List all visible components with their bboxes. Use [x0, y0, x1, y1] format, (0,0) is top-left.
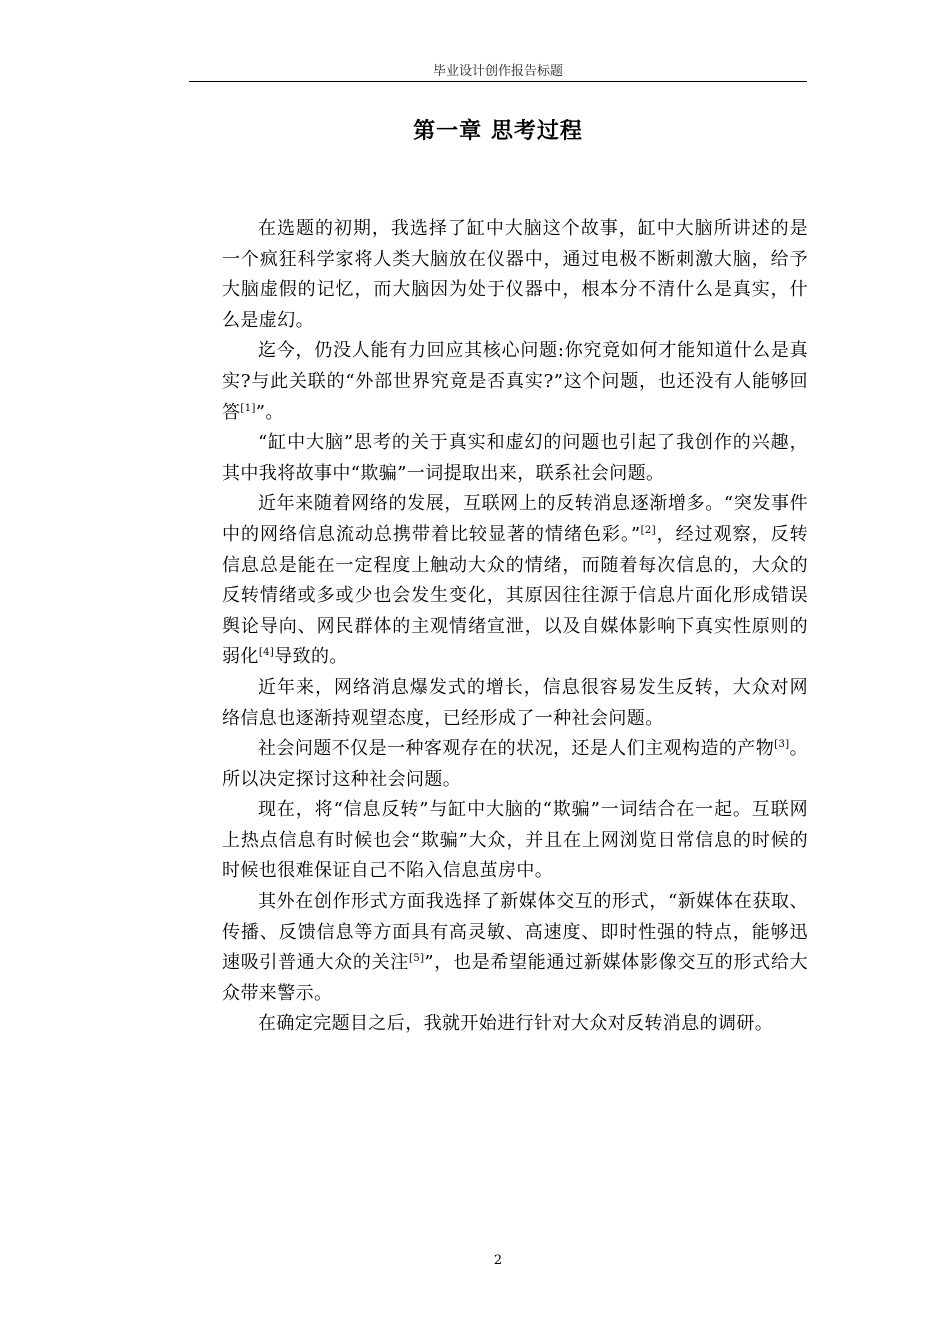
paragraph-text: “缸中大脑”思考的关于真实和虚幻的问题也引起了我创作的兴趣，其中我将故事中“欺骗”一词提取出来，联系社会问题。	[222, 432, 808, 484]
running-header: 毕业设计创作报告标题	[432, 64, 563, 79]
body-paragraph	[222, 734, 808, 795]
page-number: 2	[493, 1253, 503, 1268]
paragraph-text: ”，也是希望能通过新媒体影像交互的形式给大众带来警示。	[222, 952, 809, 1004]
body-paragraph	[222, 795, 808, 887]
paragraph-text: ，经过观察，反转信息总是能在一定程度上触动大众的情绪，而随着每次信息的，大众的反转情绪或多或少也会发生变化，其原因往往源于信息片面化形成错误舆论导向、网民群体的主观情绪宣泄，以及自媒体影响下真实性原则的弱化	[222, 523, 809, 668]
body-paragraph	[222, 673, 808, 734]
body-paragraph	[222, 887, 808, 1009]
body-text	[222, 214, 808, 1040]
paragraph-text: 在确定完题目之后，我就开始进行针对大众对反转消息的调研。	[258, 1013, 774, 1035]
paragraph-text: 。所以决定探讨这种社会问题。	[222, 738, 808, 790]
paragraph-text: 在选题的初期，我选择了缸中大脑这个故事，缸中大脑所讲述的是一个疯狂科学家将人类大脑放在仪器中，通过电极不断刺激大脑，给予大脑虚假的记忆，而大脑因为处于仪器中，根本分不清什么是真实，什么是虚幻。	[222, 218, 808, 331]
paragraph-text: ”。	[255, 401, 284, 423]
body-paragraph	[222, 214, 808, 336]
body-paragraph	[222, 336, 808, 428]
citation-ref: [1]	[240, 402, 256, 414]
citation-ref: [4]	[258, 647, 275, 659]
paragraph-text: 导致的。	[274, 646, 348, 668]
paragraph-text: 现在，将“信息反转”与缸中大脑的“欺骗”一词结合在一起。互联网上热点信息有时候也会“欺骗”大众，并且在上网浏览日常信息的时候的时候也很难保证自己不陷入信息茧房中。	[222, 799, 808, 882]
citation-ref: [5]	[409, 953, 425, 965]
paragraph-text: 近年来，网络消息爆发式的增长，信息很容易发生反转，大众对网络信息也逐渐持观望态度，已经形成了一种社会问题。	[222, 676, 808, 729]
chapter-title: 第一章 思考过程	[413, 119, 583, 144]
body-paragraph	[222, 428, 808, 489]
paragraph-text: 社会问题不仅是一种客观存在的状况，还是人们主观构造的产物	[258, 738, 775, 760]
body-paragraph	[222, 489, 808, 673]
paragraph-text: 迄今，仍没人能有力回应其核心问题:你究竟如何才能知道什么是真实?与此关联的“外部世界究竟是否真实?”这个问题，也还没有人能够回答	[222, 340, 808, 423]
body-paragraph	[222, 1009, 808, 1040]
paragraph-text: 其外在创作形式方面我选择了新媒体交互的形式，“新媒体在获取、传播、反馈信息等方面具有高灵敏、高速度、即时性强的特点，能够迅速吸引普通大众的关注	[222, 891, 808, 974]
citation-ref: [3]	[774, 739, 790, 751]
citation-ref: [2]	[640, 524, 656, 536]
paragraph-text: 近年来随着网络的发展，互联网上的反转消息逐渐增多。“突发事件中的网络信息流动总携带着比较显著的情绪色彩。”	[222, 493, 808, 545]
header-divider	[189, 81, 807, 82]
